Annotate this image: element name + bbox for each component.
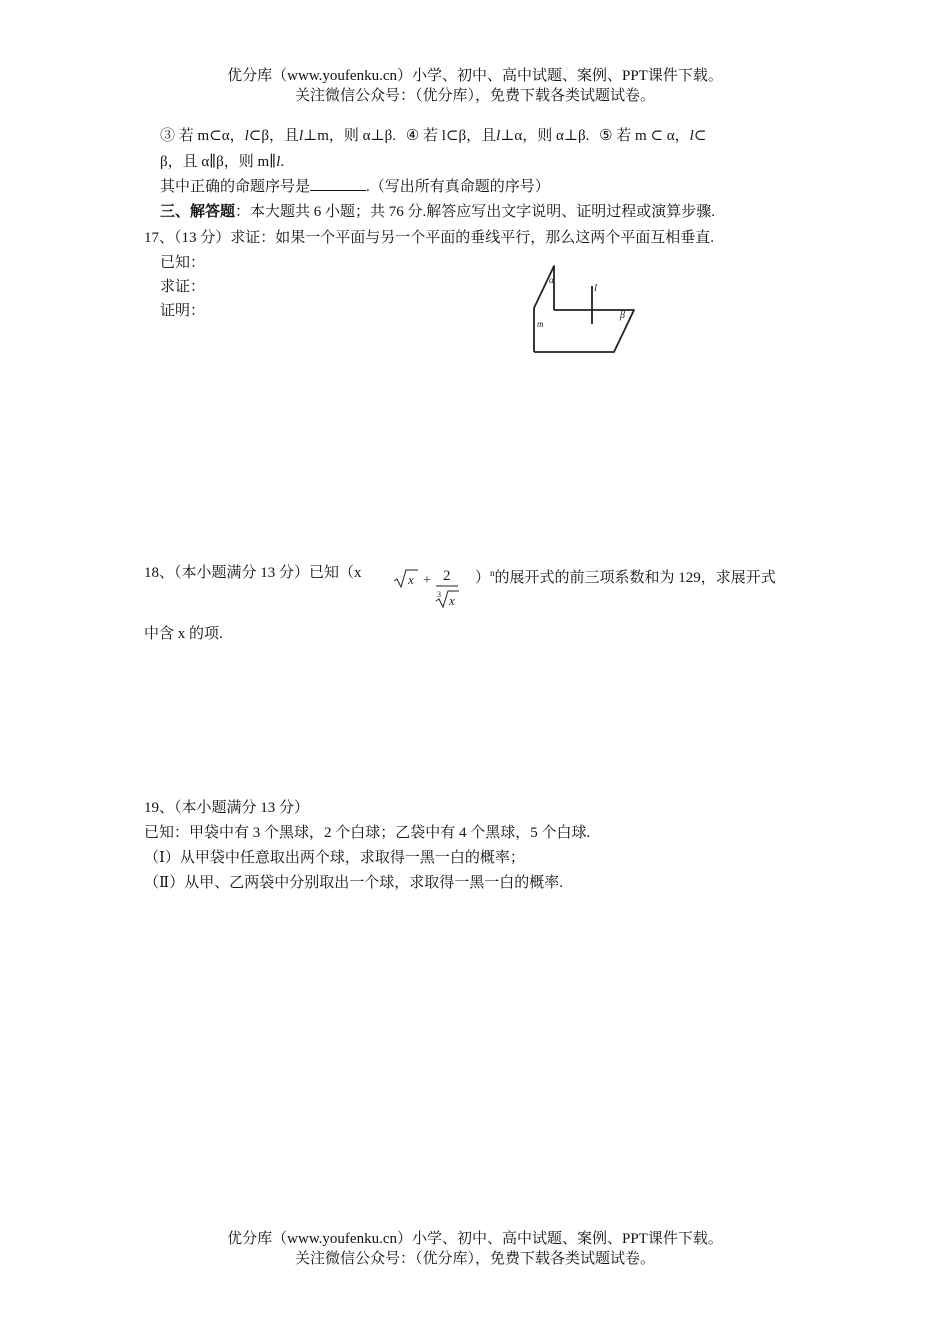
q18-prefix: 18、（本小题满分 13 分）已知（x xyxy=(144,565,362,581)
q19-part-2: （Ⅱ）从甲、乙两袋中分别取出一个球，求取得一黑一白的概率. xyxy=(144,875,563,891)
q17-prove: 求证： xyxy=(160,279,206,295)
q17-proof: 证明： xyxy=(160,303,206,319)
q19-given: 已知：甲袋中有 3 个黑球，2 个白球；乙袋中有 4 个黑球，5 个白球. xyxy=(144,825,591,841)
denominator-radicand: x xyxy=(449,593,455,608)
q18-line-2: 中含 x 的项. xyxy=(144,626,223,642)
answer-blank xyxy=(310,176,366,191)
q19-part-1: （Ⅰ）从甲袋中任意取出两个球，求取得一黑一白的概率； xyxy=(144,850,525,866)
section-3-heading xyxy=(160,202,715,222)
plus-sign: + xyxy=(423,573,431,588)
label-m: m xyxy=(537,319,544,329)
proposition-5: ⑤ 若 m ⊂ α，l⊂ xyxy=(599,128,707,144)
q19-title: 19、（本小题满分 13 分） xyxy=(144,800,310,816)
footer-line-2: 关注微信公众号：（优分库），免费下载各类试题试卷。 xyxy=(294,1251,655,1267)
root-index: 3 xyxy=(437,590,441,599)
proposition-3: ③ 若 m⊂α，l⊂β，且l⊥m，则 α⊥β. xyxy=(160,128,397,144)
sqrt-radicand: x xyxy=(408,572,414,587)
header-line-2: 关注微信公众号：（优分库），免费下载各类试题试卷。 xyxy=(294,88,655,104)
label-beta: β xyxy=(620,310,625,321)
numerator: 2 xyxy=(443,568,451,584)
label-l: l xyxy=(594,282,598,294)
sqrt-sign xyxy=(394,570,418,587)
header-line-1: 优分库（www.youfenku.cn）小学、初中、高中试题、案例、PPT课件下载。 xyxy=(227,68,723,84)
q18-formula xyxy=(392,560,474,612)
answer-line: 其中正确的命题序号是 .（写出所有真命题的序号） xyxy=(160,176,550,197)
section-description: ：本大题共 6 小题；共 76 分.解答应写出文字说明、证明过程或演算步骤. xyxy=(235,204,716,220)
exponent-n: n xyxy=(490,568,495,578)
label-alpha: α xyxy=(549,275,554,285)
plane-beta-outline xyxy=(534,310,634,352)
proposition-4: ④ 若 l⊂β，且l⊥α，则 α⊥β. xyxy=(405,128,590,144)
proposition-line-2: β，且 α∥β，则 m∥l. xyxy=(160,154,285,170)
q17-title: 17、（13 分）求证：如果一个平面与另一个平面的垂线平行，那么这两个平面互相垂直. xyxy=(144,230,715,246)
footer-line-1: 优分库（www.youfenku.cn）小学、初中、高中试题、案例、PPT课件下载。 xyxy=(227,1231,723,1247)
proposition-line-1 xyxy=(160,126,706,146)
plane-figure xyxy=(528,260,668,356)
section-title: 三、解答题 xyxy=(160,204,236,220)
q18-suffix-line: ）$^n$的展开式的前三项系数和为 129，求展开式 xyxy=(475,568,776,586)
q17-given: 已知： xyxy=(160,255,206,271)
